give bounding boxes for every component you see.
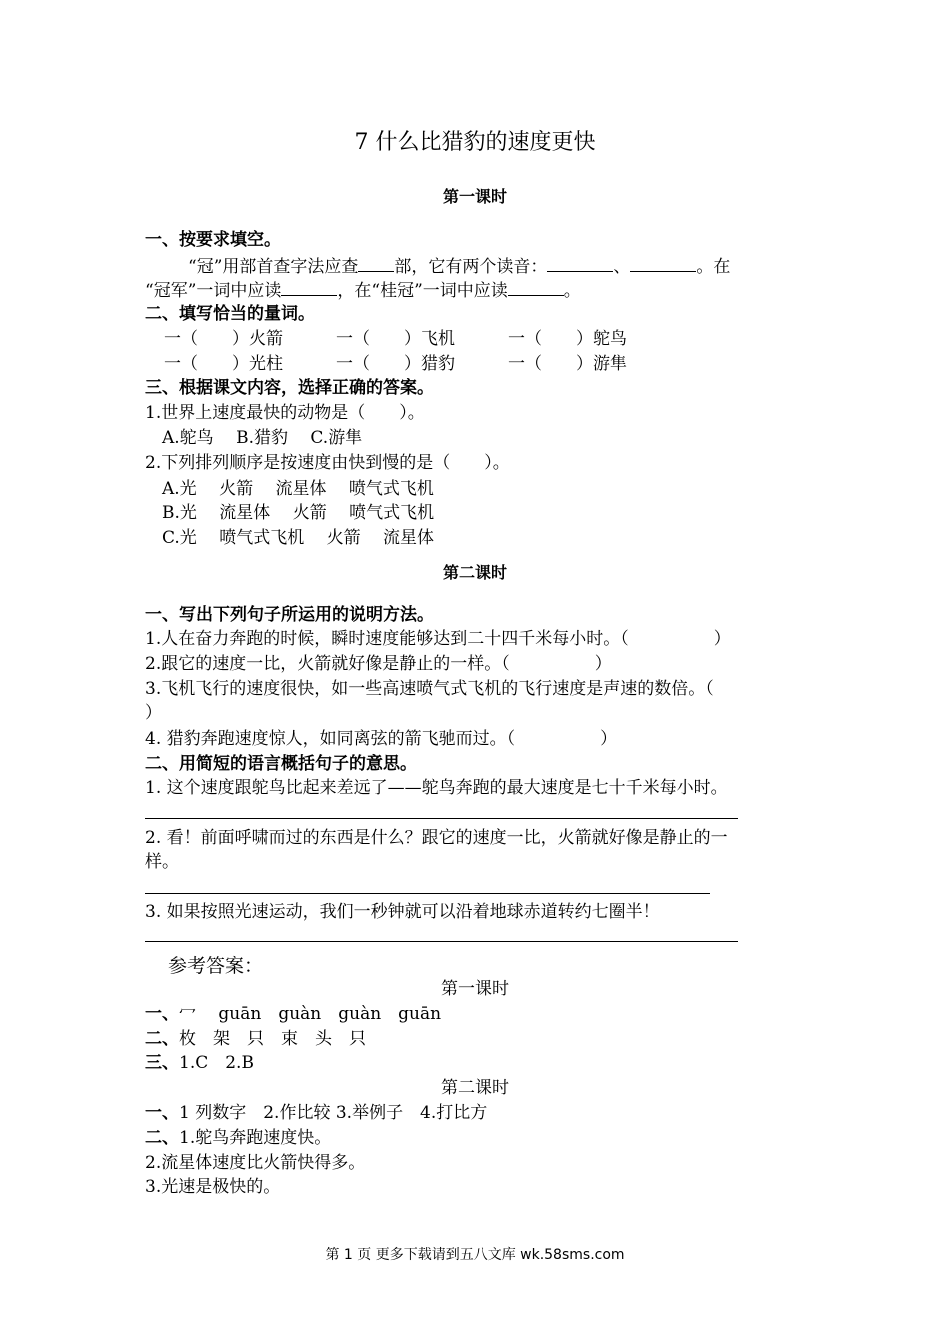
l1-q1-text-f: ，在“桂冠”一词中应读 <box>337 281 508 301</box>
blank-radical[interactable] <box>358 253 394 272</box>
answer-label: 三、 <box>145 1053 179 1073</box>
answer-label: 二、 <box>145 1128 179 1148</box>
measure-item: 一（ ）火箭 <box>164 329 283 349</box>
l2-q2-s3: 3. 如果按照光速运动，我们一秒钟就可以沿着地球赤道转约七圈半！ <box>145 902 660 922</box>
l2-q1-s4: 4. 猎豹奔跑速度惊人，如同离弦的箭飞驰而过。（ ） <box>145 729 618 749</box>
l2-q2-s2: 2. 看！前面呼啸而过的东西是什么？跟它的速度一比，火箭就好像是静止的一 <box>145 828 728 848</box>
l2-q1-heading: 一、写出下列句子所运用的说明方法。 <box>145 605 434 625</box>
l1-q1-text-a: “冠”用部首查字法应查 <box>188 257 359 277</box>
answer-l1-1 <box>145 1002 441 1026</box>
l1-q1-line1 <box>188 253 730 279</box>
l2-q1-s3: 3.飞机飞行的速度很快，如一些高速喷气式飞机的飞行速度是声速的数倍。（ <box>145 679 714 699</box>
l1-q3-option-a: A.光 火箭 流星体 喷气式飞机 <box>162 479 434 499</box>
answer-line[interactable] <box>145 893 710 894</box>
l1-q1-heading: 一、按要求填空。 <box>145 230 281 250</box>
answer-l2-3: 2.流星体速度比火箭快得多。 <box>145 1153 366 1173</box>
measure-item: 一（ ）游隼 <box>508 354 627 374</box>
l1-q1-line2 <box>145 277 581 303</box>
answer-label: 一、 <box>145 1004 179 1024</box>
answer-text: 冖 guān guàn guàn guān <box>179 1004 442 1024</box>
l2-q2-s1: 1. 这个速度跟鸵鸟比起来差远了——鸵鸟奔跑的最大速度是七十千米每小时。 <box>145 778 728 798</box>
answer-line[interactable] <box>145 941 738 942</box>
l2-q1-s1: 1.人在奋力奔跑的时候，瞬时速度能够达到二十四千米每小时。（ ） <box>145 629 731 649</box>
blank-reading-2[interactable] <box>630 253 696 272</box>
answer-line[interactable] <box>145 818 738 819</box>
answer-text: 1.鸵鸟奔跑速度快。 <box>179 1128 332 1148</box>
measure-item: 一（ ）光柱 <box>164 354 283 374</box>
l1-q1-text-g: 。 <box>563 281 581 301</box>
l1-q3-heading: 三、根据课文内容，选择正确的答案。 <box>145 378 434 398</box>
page-footer: 第 1 页 更多下载请到五八文库 wk.58sms.com <box>325 1247 625 1263</box>
measure-item: 一（ ）飞机 <box>336 329 455 349</box>
answer-text: 枚 架 只 束 头 只 <box>179 1029 366 1049</box>
lesson1-heading: 第一课时 <box>442 187 507 206</box>
answer-label: 一、 <box>145 1103 179 1123</box>
l1-q1-text-e: “冠军”一词中应读 <box>145 281 282 301</box>
lesson2-heading: 第二课时 <box>442 563 507 582</box>
page-title: 7 什么比猎豹的速度更快 <box>354 130 596 155</box>
blank-guiguan[interactable] <box>508 277 564 296</box>
answers-lesson1-heading: 第一课时 <box>441 979 509 999</box>
l2-q1-s3-cont: ） <box>145 703 162 723</box>
measure-item: 一（ ）猎豹 <box>336 354 455 374</box>
l1-q2-heading: 二、填写恰当的量词。 <box>145 304 315 324</box>
answer-text: 1.C 2.B <box>179 1053 254 1073</box>
l1-q3-option-b: B.光 流星体 火箭 喷气式飞机 <box>162 503 435 523</box>
answer-text: 1 列数字 2.作比较 3.举例子 4.打比方 <box>179 1103 488 1123</box>
measure-item: 一（ ）鸵鸟 <box>508 329 627 349</box>
answer-l1-3 <box>145 1051 254 1075</box>
l1-q3-s2: 2.下列排列顺序是按速度由快到慢的是（ ）。 <box>145 453 510 473</box>
l2-q2-heading: 二、用简短的语言概括句子的意思。 <box>145 754 417 774</box>
answers-lesson2-heading: 第二课时 <box>441 1078 509 1098</box>
l2-q2-s2-cont: 样。 <box>145 852 179 872</box>
answers-heading: 参考答案： <box>168 955 264 977</box>
l1-q1-text-d: 。在 <box>696 257 731 277</box>
answer-l2-1 <box>145 1101 487 1125</box>
l1-q2-row2 <box>164 352 627 376</box>
blank-guanjun[interactable] <box>281 277 337 296</box>
answer-label: 二、 <box>145 1029 179 1049</box>
blank-reading-1[interactable] <box>547 253 613 272</box>
answer-l2-2 <box>145 1126 331 1150</box>
l1-q1-text-b: 部，它有两个读音： <box>394 257 548 277</box>
l1-q1-text-c: 、 <box>613 257 631 277</box>
l1-q3-s1: 1.世界上速度最快的动物是（ ）。 <box>145 403 425 423</box>
answer-l1-2 <box>145 1027 366 1051</box>
answer-l2-4: 3.光速是极快的。 <box>145 1177 281 1197</box>
l1-q3-option-c: C.光 喷气式飞机 火箭 流星体 <box>162 528 435 548</box>
l2-q1-s2: 2.跟它的速度一比，火箭就好像是静止的一样。（ ） <box>145 654 612 674</box>
l1-q3-s1-options: A.鸵鸟 B.猎豹 C.游隼 <box>162 428 363 448</box>
l1-q2-row1 <box>164 327 627 351</box>
